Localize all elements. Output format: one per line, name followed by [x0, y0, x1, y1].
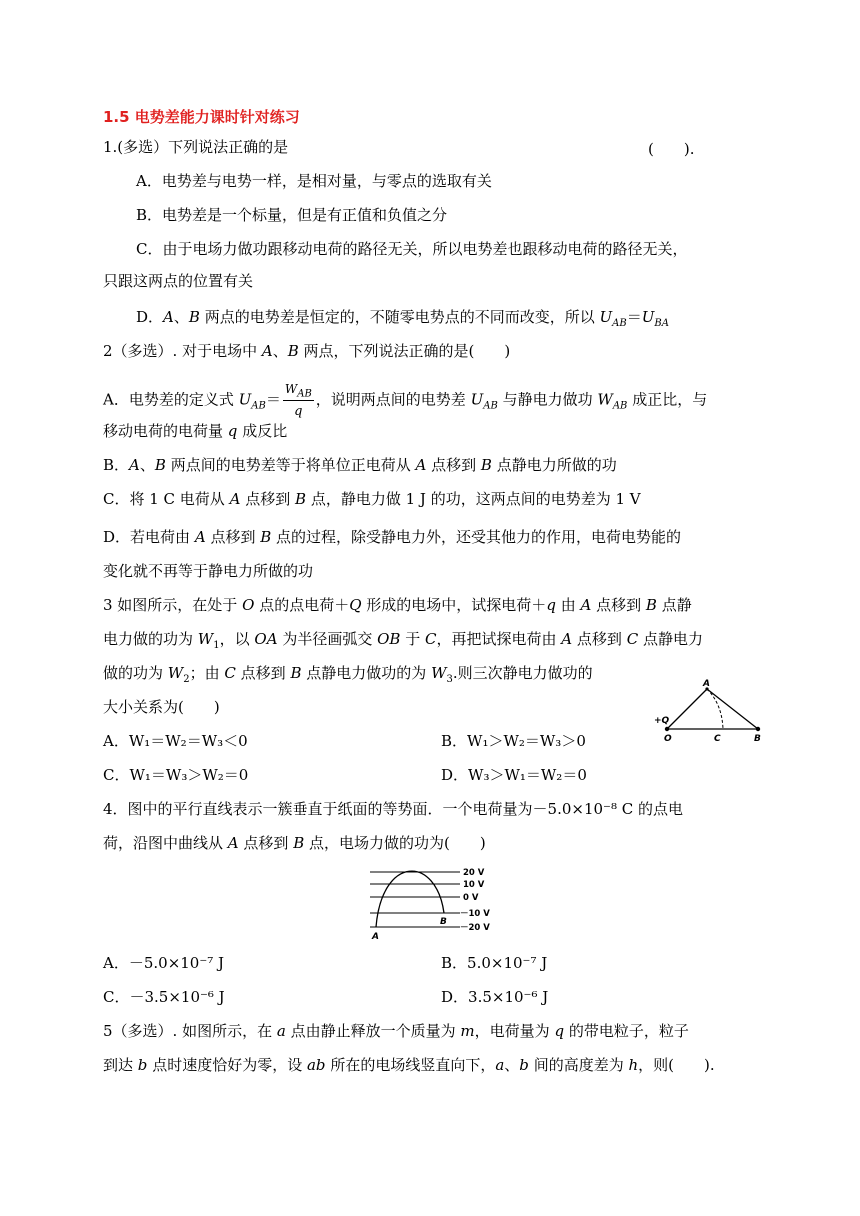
label-a: A — [703, 679, 710, 689]
charge-path-curve — [376, 871, 444, 927]
q1-option-d: D．A、B 两点的电势差是恒定的，不随零电势点的不同而改变，所以 $U_{AB}=U_{BA}$ — [136, 308, 669, 329]
q2-option-d-line2: 变化就不再等于静电力所做的功 — [103, 562, 314, 580]
q4-line2: 荷，沿图中曲线从 A 点移到 B 点，电场力做的功为( ) — [103, 834, 486, 852]
q2-option-b: B．A、B 两点间的电势差等于将单位正电荷从 A 点移到 B 点静电力所做的功 — [103, 456, 617, 474]
label-point-a: A — [372, 932, 379, 942]
q3-line2: 电力做的功为 $W_1$，以 OA 为半径画弧交 OB 于 C，再把试探电荷由 A 点移到 C 点静电力 — [103, 630, 703, 651]
q5-line2: 到达 b 点时速度恰好为零，设 ab 所在的电场线竖直向下，a、b 间的高度差为 h，则( ). — [103, 1056, 715, 1074]
q3-line4: 大小关系为( ) — [103, 698, 220, 716]
point-b — [756, 727, 760, 731]
q3-option-d: D．W₃＞W₁＝W₂＝0 — [441, 766, 587, 784]
q1-option-b: B．电势差是一个标量，但是有正值和负值之分 — [136, 206, 448, 224]
q1-option-c-line1: C．由于电场力做功跟移动电荷的路径无关，所以电势差也跟移动电荷的路径无关， — [136, 240, 688, 258]
label-q: +Q — [654, 716, 670, 726]
document-title: 1.5 电势差能力课时针对练习 — [103, 108, 300, 126]
label-c: C — [714, 734, 721, 744]
q1-answer-paren: ( ). — [648, 140, 695, 158]
label-10v: 10 V — [463, 880, 485, 890]
point-o — [665, 727, 669, 731]
fraction-wab-over-q: $\frac{W_{AB}}{q}$ — [283, 378, 314, 423]
q3-line1: 3 如图所示，在处于 O 点的点电荷＋Q 形成的电场中，试探电荷＋q 由 A 点移到 B 点静 — [103, 596, 692, 614]
q3-triangle-figure — [650, 678, 775, 746]
q4-option-a: A．－5.0×10⁻⁷ J — [103, 954, 225, 972]
label-20v: 20 V — [463, 868, 485, 878]
q4-option-b: B．5.0×10⁻⁷ J — [441, 954, 548, 972]
segment-ab — [707, 689, 758, 729]
q5-line1: 5（多选）. 如图所示，在 a 点由静止释放一个质量为 m，电荷量为 q 的带电粒子，粒子 — [103, 1022, 689, 1040]
q3-option-c: C．W₁＝W₃＞W₂＝0 — [103, 766, 249, 784]
q3-line3: 做的功为 $W_2$；由 C 点移到 B 点静电力做功的为 $W_3$.则三次静电力做功的 — [103, 664, 593, 685]
label-0v: 0 V — [463, 893, 479, 903]
q4-equipotential-figure — [364, 860, 494, 942]
label-point-b: B — [440, 917, 447, 927]
q2-stem: 2（多选）. 对于电场中 A、B 两点，下列说法正确的是( ) — [103, 342, 511, 360]
q1-stem: 1.(多选）下列说法正确的是 — [103, 138, 289, 156]
q4-line1: 4．图中的平行直线表示一簇垂直于纸面的等势面．一个电荷量为－5.0×10⁻⁸ C 的点电 — [103, 800, 684, 818]
label-minus20v: －20 V — [460, 923, 490, 933]
label-minus10v: －10 V — [460, 909, 490, 919]
label-b: B — [754, 734, 761, 744]
q2-option-a-line1: A．电势差的定义式 $U_{AB}=$ $\frac{W_{AB}}{q}$ ，说明两点间的电势差 $U_{AB}$ 与静电力做功 $W_{AB}$ 成正比，与 — [103, 378, 707, 423]
q2-option-c: C．将 1 C 电荷从 A 点移到 B 点，静电力做 1 J 的功，这两点间的电势差为 1 V — [103, 490, 641, 508]
q4-option-c: C．－3.5×10⁻⁶ J — [103, 988, 225, 1006]
q4-option-d: D．3.5×10⁻⁶ J — [441, 988, 549, 1006]
q2-option-d-line1: D．若电荷由 A 点移到 B 点的过程，除受静电力外，还受其他力的作用，电荷电势能的 — [103, 528, 682, 546]
q3-option-a: A．W₁＝W₂＝W₃＜0 — [103, 732, 248, 750]
segment-oa — [667, 689, 707, 729]
q2-option-a-line2: 移动电荷的电荷量 q 成反比 — [103, 422, 288, 440]
q3-option-b: B．W₁＞W₂＝W₃＞0 — [441, 732, 586, 750]
q1-option-a: A．电势差与电势一样，是相对量，与零点的选取有关 — [136, 172, 492, 190]
q1-option-c-line2: 只跟这两点的位置有关 — [103, 272, 254, 290]
label-o: O — [664, 734, 672, 744]
